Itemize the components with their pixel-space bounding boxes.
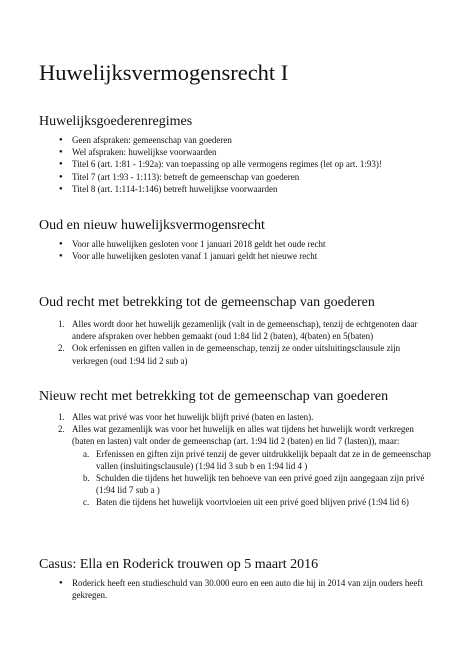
section-heading-casus: Casus: Ella en Roderick trouwen op 5 maart 2016 — [39, 557, 319, 572]
section-heading-oud-recht: Oud recht met betrekking tot de gemeenschap van goederen — [39, 295, 375, 310]
section-heading-nieuw-recht: Nieuw recht met betrekking tot de gemeenschap van goederen — [39, 389, 389, 404]
list-item: ● Voor alle huwelijken gesloten voor 1 januari 2018 geldt het oude recht — [39, 238, 434, 250]
section-heading-regimes: Huwelijksgoederenregimes — [39, 114, 193, 129]
sub-list-item: b. Schulden die tijdens het huwelijk ten behoeve van een privé goed zijn aangegaan zijn privé (1:94 lid 7 sub a ) — [83, 473, 425, 496]
sub-list-item: c. Baten die tijdens het huwelijk voortvloeien uit een privé goed blijven privé (1:94 lid 6) — [83, 497, 409, 508]
section-heading-oud-nieuw: Oud en nieuw huwelijksvermogensrecht — [39, 218, 265, 233]
list-item: 1. Alles wordt door het huwelijk gezamenlijk (valt in de gemeenschap), tenzij de echtgenoten daar andere afspraken over hebben gemaakt (oud 1:84 lid 2 (baten), 4(baten) en 5(baten) — [58, 319, 418, 342]
list-item: ● Geen afspraken: gemeenschap van goederen — [39, 134, 434, 146]
list-item: ● Wel afspraken: huwelijkse voorwaarden — [39, 146, 434, 158]
list-item: ● Roderick heeft een studieschuld van 30.000 euro en een auto die hij in 2014 van zijn ouders heeft gekregen. — [39, 577, 434, 601]
document-title: Huwelijksvermogensrecht I — [39, 60, 289, 85]
list-item: 1. Alles wat privé was voor het huwelijk blijft privé (baten en lasten). — [58, 412, 314, 422]
bullet-list-casus — [39, 577, 434, 601]
list-item: 2. Alles wat gezamenlijk was voor het huwelijk en alles wat tijdens het huwelijk wordt verkregen (baten en lasten) valt onder de gemeenschap (art. 1:94 lid 2 (baten) en lid 7 (lasten)), maar: — [58, 424, 414, 447]
list-item: 2. Ook erfenissen en giften vallen in de gemeenschap, tenzij ze onder uitsluitingsclausule zijn verkregen (oud 1:94 lid 2 sub a) — [58, 343, 401, 366]
bullet-list-regimes — [39, 134, 434, 195]
list-item: ● Titel 8 (art. 1:114-1:146) betreft huwelijkse voorwaarden — [39, 183, 434, 195]
list-item: ● Voor alle huwelijken gesloten vanaf 1 januari geldt het nieuwe recht — [39, 250, 434, 262]
numbered-list-oud-recht — [39, 318, 434, 367]
numbered-list-nieuw-recht — [39, 411, 434, 509]
list-item: ● Titel 6 (art. 1:81 - 1:92a): van toepassing op alle vermogens regimes (let op art. 1:93)! — [39, 158, 434, 170]
list-item: ● Titel 7 (art 1:93 - 1:113): betreft de gemeenschap van goederen — [39, 171, 434, 183]
sub-list-item: a. Erfenissen en giften zijn privé tenzij de gever uitdrukkelijk bepaalt dat ze in de gemeenschap vallen (insluitingsclausule) (1:94 lid 3 sub b en 1:94 lid 4 ) — [83, 448, 431, 471]
bullet-list-oud-nieuw — [39, 238, 434, 262]
